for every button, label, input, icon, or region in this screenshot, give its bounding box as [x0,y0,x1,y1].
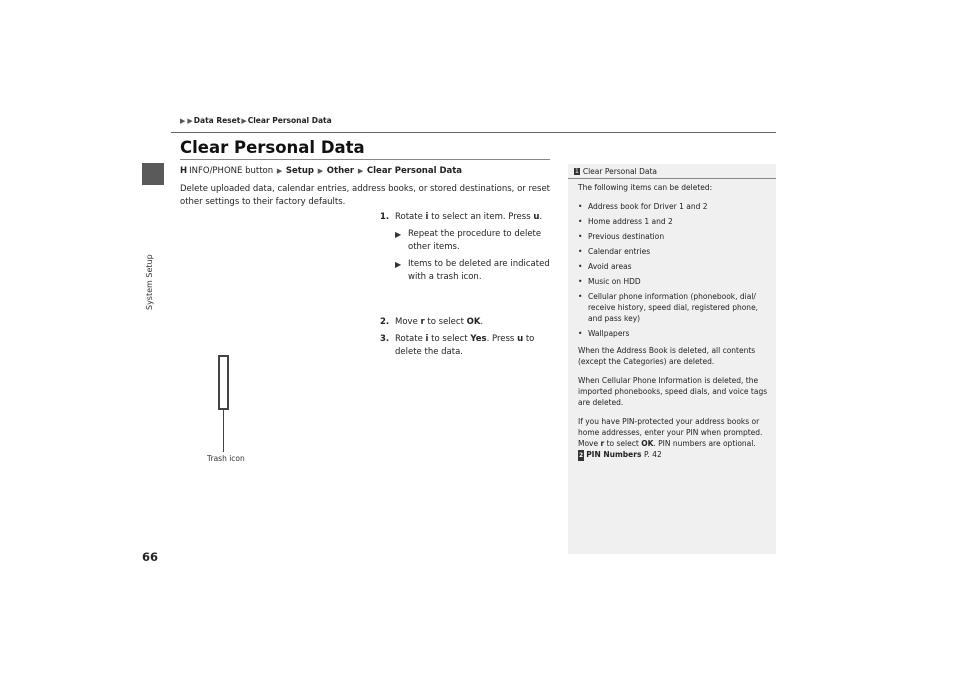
step-text: Rotate [395,212,423,222]
triangle-icon: ▶ [180,117,186,125]
list-item [578,216,770,227]
nav-step-setup: Setup [285,166,314,176]
list-item-text: Music on HDD [588,277,641,286]
move-knob-icon: r [420,317,425,327]
title-rule [180,159,550,160]
step-text: . Press [486,334,515,344]
header-rule [171,132,776,133]
list-item [578,231,770,242]
list-item-text: Calendar entries [588,247,651,256]
xref-page: P. 42 [644,450,662,459]
deletable-items-list [578,201,770,339]
list-item [578,291,770,324]
press-knob-icon: u [533,212,540,222]
step-text: Rotate [395,334,423,344]
procedure [380,211,550,359]
breadcrumb-item-data-reset[interactable]: Data Reset [193,116,241,125]
step-1 [380,211,550,224]
trash-icon-label: Trash icon [207,454,245,463]
callout-line [223,410,224,452]
panel-heading-text: Clear Personal Data [582,167,658,176]
panel-intro: The following items can be deleted: [578,183,713,192]
triangle-icon: ▶ [317,167,324,175]
bullet-icon: • [578,247,583,256]
breadcrumb [179,116,332,125]
ok-label: OK [466,317,481,327]
nav-step-other: Other [326,166,355,176]
arrow-icon: ▶ [395,260,402,269]
panel-note-cellular: When Cellular Phone Information is deleted, the imported phonebooks, speed dials, and voice tags are deleted. [578,376,768,407]
bullet-icon: • [578,202,583,211]
cross-reference-icon: 2 [579,452,584,459]
breadcrumb-item-clear-personal-data[interactable]: Clear Personal Data [247,116,332,125]
step-number: 2. [380,317,390,327]
yes-label: Yes [470,334,487,344]
bullet-icon: • [578,329,583,338]
list-item [578,261,770,272]
pin-numbers-link[interactable] [578,449,770,461]
step-text: to select [431,334,468,344]
substep-repeat [380,228,550,254]
step-text: Move [395,317,418,327]
step-text: to select an item. Press [431,212,531,222]
section-tab-marker [142,163,164,185]
step-3 [380,333,550,359]
substep-text: Repeat the procedure to delete other items. [408,229,542,252]
step-number: 1. [380,212,390,222]
substep-trash [380,258,550,284]
move-knob-icon: r [600,439,605,448]
panel-body [578,182,770,461]
press-knob-icon: u [517,334,524,344]
panel-heading [574,167,657,176]
arrow-icon: ▶ [395,230,402,239]
bullet-icon: • [578,277,583,286]
triangle-icon: ▶ [187,117,193,125]
ok-label: OK [641,439,654,448]
list-item-text: Avoid areas [588,262,632,271]
note-text: . PIN numbers are optional. [653,439,756,448]
home-button-icon: H [180,166,188,176]
triangle-icon: ▶ [357,167,364,175]
info-sidebar-panel [568,164,776,554]
step-text: to select [427,317,464,327]
page-title: Clear Personal Data [180,138,365,157]
note-number-icon: 1 [575,168,579,175]
bullet-icon: • [578,262,583,271]
note-text: to select [606,439,639,448]
step-text: to delete the data. [395,334,535,357]
panel-note-address-book: When the Address Book is deleted, all contents (except the Categories) are deleted. [578,346,756,366]
panel-note-pin [578,416,770,449]
page-number: 66 [142,550,159,564]
trash-icon-callout-box [218,355,229,410]
step-number: 3. [380,334,390,344]
rotate-knob-icon: i [425,334,429,344]
note-text: If you have PIN-protected your address books or home addresses, enter your PIN when prompted. Move [578,417,763,448]
list-item [578,328,770,339]
list-item-text: Wallpapers [588,329,630,338]
list-item-text: Home address 1 and 2 [588,217,673,226]
bullet-icon: • [578,232,583,241]
substep-text: Items to be deleted are indicated with a trash icon. [408,259,550,282]
navigation-path [180,166,462,176]
bullet-icon: • [578,217,583,226]
list-item [578,201,770,212]
xref-label: PIN Numbers [586,450,642,459]
nav-button-text: INFO/PHONE button [189,166,274,176]
step-text: . [539,212,543,222]
rotate-knob-icon: i [425,212,429,222]
list-item [578,246,770,257]
section-label: System Setup [145,254,154,310]
nav-step-clear: Clear Personal Data [366,166,463,176]
step-text: . [480,317,484,327]
triangle-icon: ▶ [241,117,247,125]
triangle-icon: ▶ [276,167,283,175]
list-item-text: Address book for Driver 1 and 2 [588,202,708,211]
description: Delete uploaded data, calendar entries, address books, or stored destinations, or reset other settings to their factory defaults. [180,184,551,207]
panel-rule [568,178,776,179]
list-item [578,276,770,287]
list-item-text: Cellular phone information (phonebook, dial/ receive history, speed dial, registered phone, and pass key) [588,292,759,323]
step-2 [380,316,550,329]
bullet-icon: • [578,292,583,301]
list-item-text: Previous destination [588,232,665,241]
